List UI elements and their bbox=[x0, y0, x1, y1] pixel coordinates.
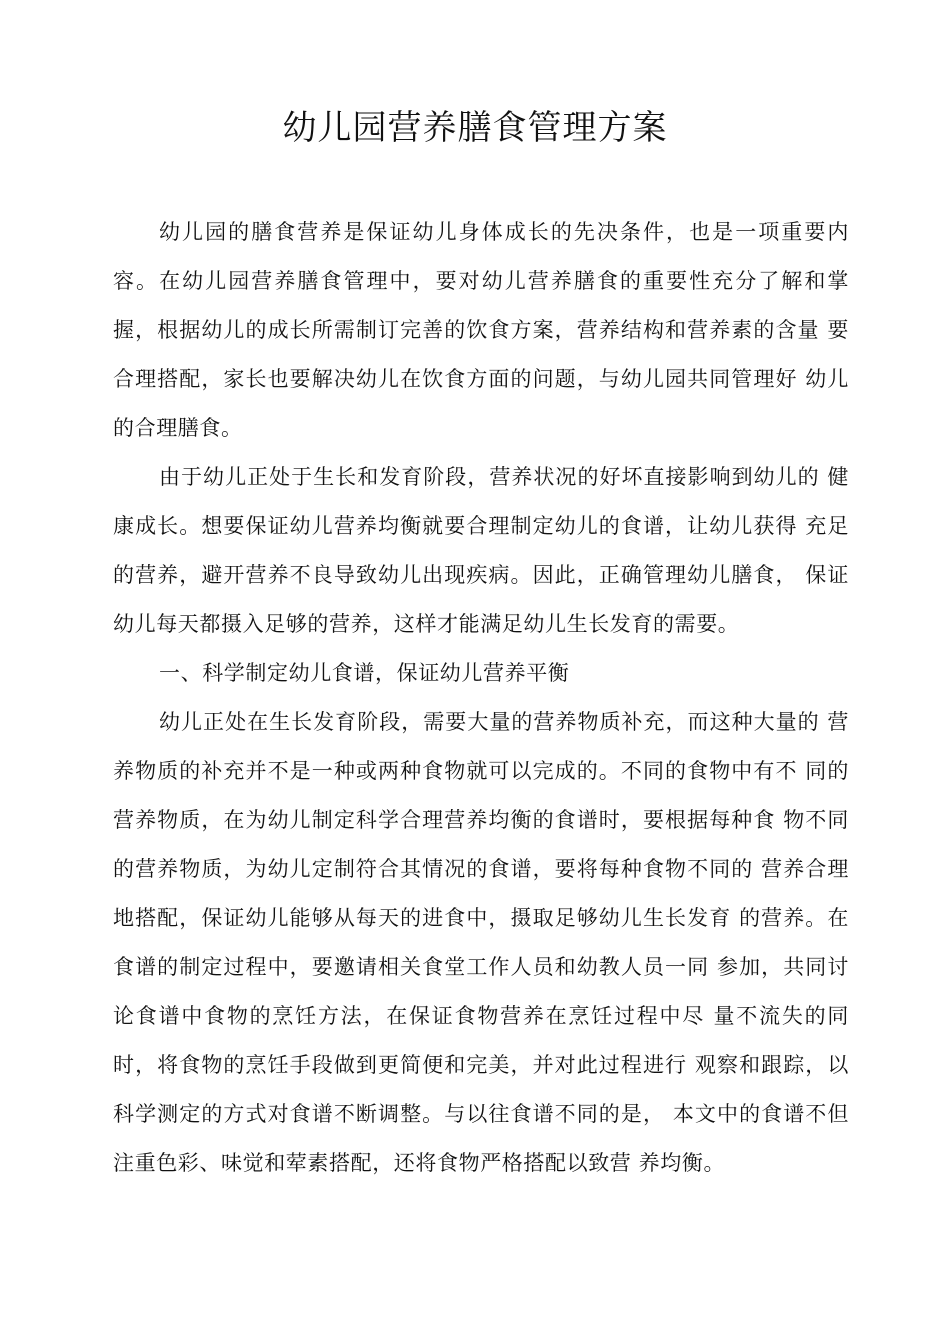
paragraph-growth-stage: 由于幼儿正处于生长和发育阶段，营养状况的好坏直接影响到幼儿的 健康成长。想要保证幼儿营养均衡就要合理制定幼儿的食谱，让幼儿获得 充足的营养，避开营养不良导致幼儿出现疾病。因此，正确管理幼儿膳食， 保证幼儿每天都摄入足够的营养，这样才能满足幼儿生长发育的需要。 bbox=[113, 465, 849, 636]
document-body bbox=[113, 208, 849, 1188]
paragraph-scientific-menu: 幼儿正处在生长发育阶段，需要大量的营养物质补充，而这种大量的 营养物质的补充并不是一种或两种食物就可以完成的。不同的食物中有不 同的营养物质，在为幼儿制定科学合理营养均衡的食谱时，要根据每种食 物不同的营养物质，为幼儿定制符合其情况的食谱，要将每种食物不同的 营养合理地搭配，保证幼儿能够从每天的进食中，摄取足够幼儿生长发育 的营养。在食谱的制定过程中，要邀请相关食堂工作人员和幼教人员一同 参加，共同讨论食谱中食物的烹饪方法，在保证食物营养在烹饪过程中尽 量不流失的同时，将食物的烹饪手段做到更简便和完美，并对此过程进行 观察和跟踪，以科学测定的方式对食谱不断调整。与以往食谱不同的是， 本文中的食谱不但注重色彩、味觉和荤素搭配，还将食物严格搭配以致营 养均衡。 bbox=[113, 710, 849, 1175]
section-heading-1: 一、科学制定幼儿食谱，保证幼儿营养平衡 bbox=[159, 661, 570, 685]
document-title: 幼儿园营养膳食管理方案 bbox=[282, 108, 668, 148]
paragraph-intro: 幼儿园的膳食营养是保证幼儿身体成长的先决条件，也是一项重要内容。在幼儿园营养膳食管理中，要对幼儿营养膳食的重要性充分了解和掌 握，根据幼儿的成长所需制订完善的饮食方案，营养结构和营养素的含量 要合理搭配，家长也要解决幼儿在饮食方面的问题，与幼儿园共同管理好 幼儿的合理膳食。 bbox=[113, 220, 849, 440]
